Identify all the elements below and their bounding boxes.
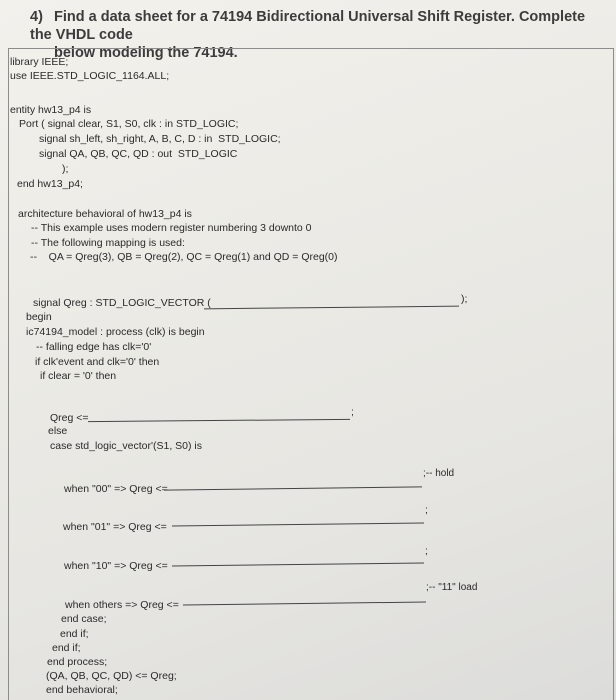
code-comment-map-values: -- QA = Qreg(3), QB = Qreg(2), QC = Qreg(1) and QD = Qreg(0) [30,251,338,263]
code-if-clear: if clear = '0' then [40,370,117,382]
code-when-01: when "01" => Qreg <= [63,521,167,533]
code-qreg-clear: Qreg <= [50,412,89,424]
code-signal-inputs: signal sh_left, sh_right, A, B, C, D : in STD_LOGIC; [39,133,281,145]
code-output-assign: (QA, QB, QC, QD) <= Qreg; [46,670,177,682]
code-comment-falling-edge: -- falling edge has clk='0' [36,341,152,353]
code-comment-numbering: -- This example uses modern register numbering 3 downto 0 [31,222,312,234]
code-comment-mapping: -- The following mapping is used: [31,237,185,249]
question-line-1: Find a data sheet for a 74194 Bidirectional Universal Shift Register. Complete the VHDL code [30,9,586,43]
code-library: library IEEE; [10,56,69,68]
code-case: case std_logic_vector'(S1, S0) is [50,440,202,452]
code-when-10: when "10" => Qreg <= [64,560,168,572]
code-architecture: architecture behavioral of hw13_p4 is [18,208,192,220]
code-signal-end: ); [461,293,468,305]
code-comment-hold: ;-- hold [423,468,455,479]
question-number: 4) [30,9,43,25]
code-comment-load: ;-- "11" load [426,582,478,593]
code-else: else [48,425,68,437]
code-end-process: end process; [47,656,108,668]
code-signal-qreg: signal Qreg : STD_LOGIC_VECTOR ( [33,297,211,309]
code-end-architecture: end behavioral; [46,684,118,696]
code-port-close: ); [62,163,69,175]
code-if-clk: if clk'event and clk='0' then [35,356,160,368]
code-when-others: when others => Qreg <= [65,599,179,611]
code-begin: begin [26,311,52,323]
code-end-case: end case; [61,613,107,625]
question-line-2: below modeling the 74194. [54,45,238,61]
code-semicolon-10: ; [425,545,428,557]
code-end-if-outer: end if; [52,642,81,654]
code-semicolon-clear: ; [351,406,354,418]
code-entity: entity hw13_p4 is [10,104,92,116]
code-signal-outputs: signal QA, QB, QC, QD : out STD_LOGIC [39,148,238,160]
code-end-if-inner: end if; [60,628,89,640]
code-port: Port ( signal clear, S1, S0, clk : in STD_LOGIC; [19,118,239,130]
code-end-entity: end hw13_p4; [17,178,83,190]
code-when-00: when "00" => Qreg <= [64,483,168,495]
code-process: ic74194_model : process (clk) is begin [26,326,205,338]
code-use: use IEEE.STD_LOGIC_1164.ALL; [10,70,170,82]
code-semicolon-01: ; [425,504,428,516]
